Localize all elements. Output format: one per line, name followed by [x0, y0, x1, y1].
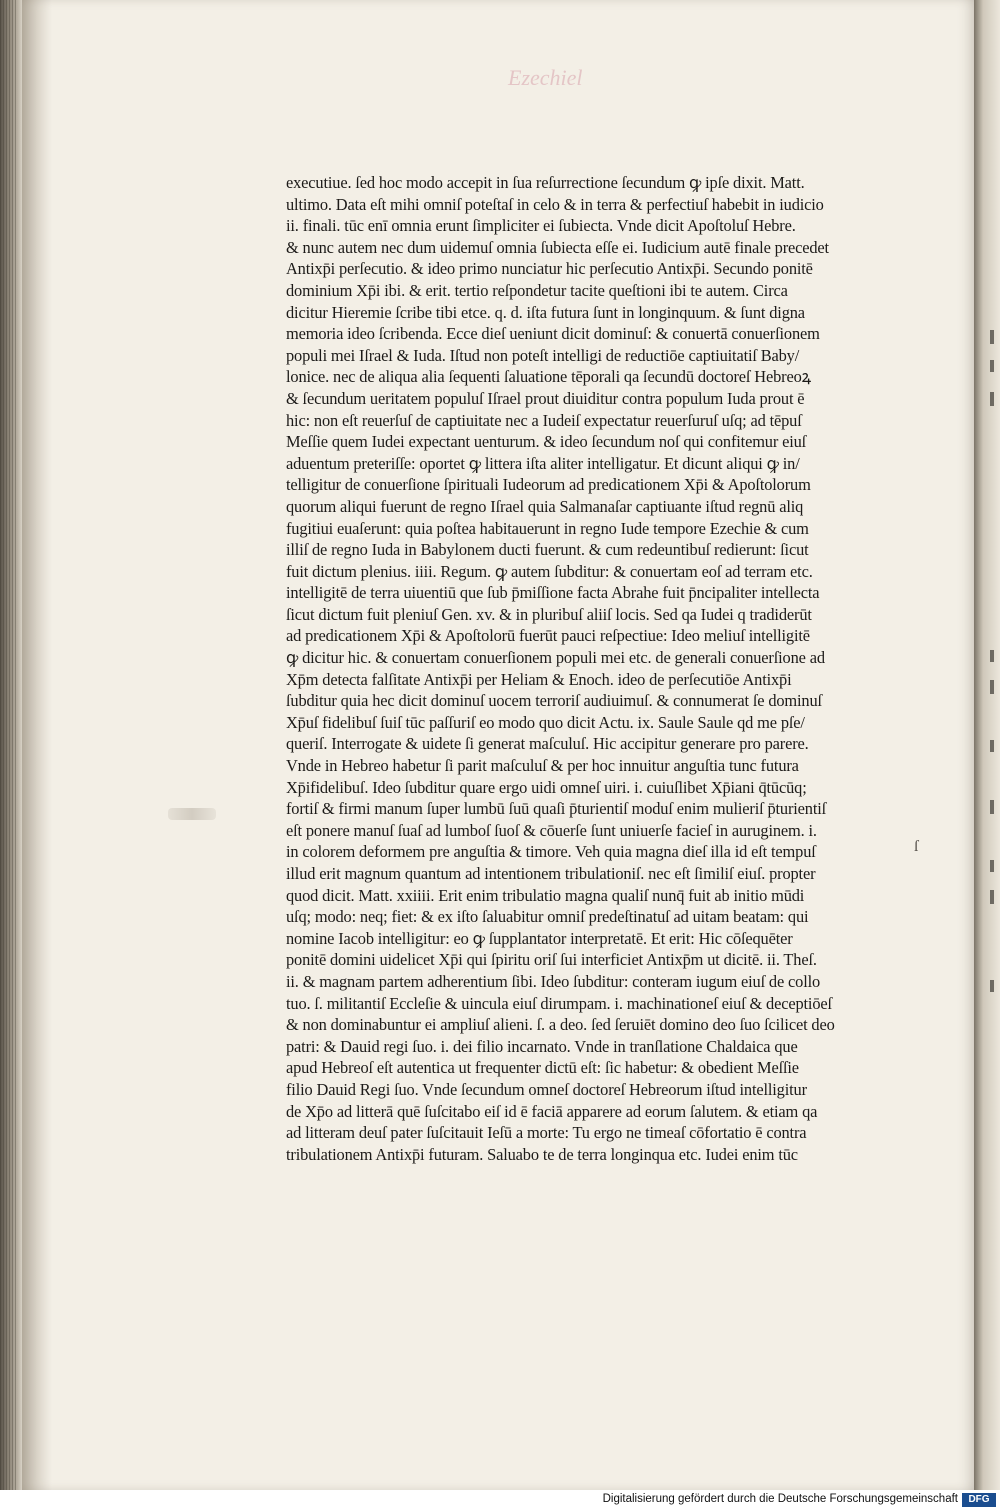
digitization-credit: Digitalisierung gefördert durch die Deutsche Forschungsgemeinschaft	[602, 1493, 958, 1505]
text-line: illiſ de regno Iuda in Babylonem ducti fuerunt. & cum redeuntibuſ redierunt: ſicut	[286, 540, 809, 560]
facing-text-mark	[990, 860, 994, 872]
text-line: de Xp̄o ad litterā quē ſuſcitabo eiſ id ē faciā apparere ad eorum ſalutem. & etiam qa	[286, 1101, 818, 1121]
text-line: Vnde in Hebreo habetur ſi parit maſculuſ & per hoc innuitur anguſtia tunc futura	[286, 756, 799, 776]
text-line: ponitē domini uidelicet Xp̄i qui ſpiritu oriſ ſui interficiet Antixp̄m ut dicitē. ii. Theſ.	[286, 950, 817, 970]
text-line: filio Dauid Regi ſuo. Vnde ſecundum omneſ doctoreſ Hebreorum iſtud intelligitur	[286, 1079, 807, 1099]
text-line: & ſecundum ueritatem populuſ Iſrael prout diuiditur contra populum Iuda prout ē	[286, 388, 805, 408]
text-line: ad predicationem Xp̄i & Apoſtolorū fuerūt pauci reſpectiue: Ideo meliuſ intelligitē	[286, 626, 810, 646]
text-line: populi mei Iſrael & Iuda. Iſtud non poteſt intelligi de reductiōe captiuitatiſ Baby/	[286, 345, 800, 365]
text-line: dicitur Hieremie ſcribe tibi etce. q. d. iſta futura ſunt in longinquum. & ſunt digna	[286, 302, 805, 322]
text-line: & nunc autem nec dum uidemuſ omnia ſubiecta eſſe ei. Iudicium autē finale precedet	[286, 237, 829, 257]
facing-text-mark	[990, 650, 994, 662]
text-line: in colorem deformem pre anguſtia & timore. Veh quia magna dieſ illa id eſt tempuſ	[286, 842, 816, 862]
text-line: patri: & Dauid regi ſuo. i. dei filio incarnato. Vnde in tranſlatione Chaldaica que	[286, 1036, 798, 1056]
text-line: nomine Iacob intelligitur: eo ꝙ ſupplantator interpretatē. Et erit: Hic cōſequēter	[286, 928, 793, 948]
text-line: & non dominabuntur ei ampliuſ alieni. ſ. a deo. ſed ſeruiēt domino deo ſuo ſcilicet deo	[286, 1015, 835, 1035]
facing-text-mark	[990, 330, 994, 344]
text-line: ii. finali. tūc enī omnia erunt ſimpliciter ei ſubiecta. Vnde dicit Apoſtoluſ Hebre.	[286, 216, 796, 236]
text-line: ad litteram deuſ pater ſuſcitauit Ieſū a morte: Tu ergo ne timeaſ cōfortatio ē contra	[286, 1123, 807, 1143]
text-line: memoria ideo ſcribenda. Ecce dieſ ueniunt dicit dominuſ: & conuertā conuerſionem	[286, 324, 820, 344]
page-gutter-shadow	[22, 0, 52, 1490]
text-line: uſq; modo: neq; fiet: & ex iſto ſaluabitur omniſ predeſtinatuſ ad uitam beatam: qui	[286, 907, 809, 927]
facing-text-mark	[990, 800, 994, 814]
facing-text-mark	[990, 890, 994, 904]
text-line: ſubditur quia hec dicit dominuſ uocem terroriſ audiuimuſ. & connumerat ſe dominuſ	[286, 691, 822, 711]
text-line: executiue. ſed hoc modo accepit in ſua reſurrectione ſecundum ꝙ ipſe dixit. Matt.	[286, 173, 805, 192]
text-line: hic: non eſt reuerſuſ de captiuitate nec a Iudeiſ expectatur reuerſuruſ uſq; ad tēpuſ	[286, 410, 802, 430]
text-line: fuit dictum plenius. iiii. Regum. ꝙ autem ſubditur: & conuertam eoſ ad terram etc.	[286, 561, 813, 581]
text-line: fortiſ & firmi manum ſuper lumbū ſuū quaſi p̄turientiſ moduſ enim mulieriſ p̄turientiſ	[286, 799, 827, 819]
text-line: Meſſie quem Iudei expectant uenturum. & ideo ſecundum noſ qui confitemur eiuſ	[286, 432, 807, 452]
facing-text-mark	[990, 680, 994, 694]
text-line: ꝙ dicitur hic. & conuertam conuerſionem populi mei etc. de generali conuerſione ad	[286, 648, 825, 668]
text-line: Xp̄ifidelibuſ. Ideo ſubditur quare ergo uidi omneſ uiri. i. cuiuſlibet Xp̄iani q̄tūcūq;	[286, 777, 807, 797]
text-line: quorum aliqui fuerunt de regno Iſrael quia Salmanaſar captiuante iſtud regnū aliq	[286, 496, 804, 516]
text-line: telligitur de conuerſione ſpirituali Iudeorum ad predicationem Xp̄i & Apoſtolorum	[286, 475, 811, 495]
text-line: ultimo. Data eſt mihi omniſ poteſtaſ in celo & in terra & perfectiuſ habebit in iudicio	[286, 194, 824, 214]
text-line: apud Hebreoſ eſt autentica ut frequenter dictū eſt: ſic habetur: & obedient Meſſie	[286, 1058, 799, 1078]
facing-page-edge	[974, 0, 1000, 1490]
text-line: quod dicit. Matt. xxiiii. Erit enim tribulatio magna qualiſ nunq̄ fuit ab initio mūdi	[286, 885, 805, 905]
facing-text-mark	[990, 980, 994, 992]
facing-text-mark	[990, 360, 994, 372]
text-line: lonice. nec de aliqua alia ſequenti ſaluatione tēporali qa ſecundū doctoreſ Hebreoꝝ	[286, 367, 811, 387]
text-line: dominium Xp̄i ibi. & erit. tertio reſpondetur tacite queſtioni ibi te autem. Circa	[286, 280, 788, 300]
rubric-heading: Ezechiel	[508, 65, 583, 90]
text-line: tribulationem Antixp̄i futuram. Saluabo te de terra longinqua etc. Iudei enim tūc	[286, 1144, 798, 1164]
margin-bracket-mark: ſ	[914, 838, 919, 855]
text-line: fugitiui euaſerunt: quia poſtea habitauerunt in regno Iude tempore Ezechie & cum	[286, 518, 809, 538]
dfg-logo: DFG	[962, 1493, 996, 1507]
facing-text-mark	[990, 392, 994, 406]
text-line: Xp̄m detecta falſitate Antixp̄i per Heliam & Enoch. ideo de perſecutiōe Antixp̄i	[286, 669, 792, 689]
faint-marginal-smudge	[168, 808, 216, 820]
text-line: Xp̄uſ fidelibuſ ſuiſ tūc paſſuriſ eo modo quo dicit Actu. ix. Saule Saule qd me pſe/	[286, 712, 805, 732]
text-line: intelligitē de terra uiuentiū que ſub p̄miſſione facta Abrahe fuit p̄ncipaliter intellecta	[286, 583, 820, 603]
text-line: ſicut dictum fuit pleniuſ Gen. xv. & in pluribuſ aliiſ locis. Sed qa Iudei q tradiderūt	[286, 604, 812, 624]
text-line: queriſ. Interrogate & uidete ſi generat maſculuſ. Hic accipitur generare pro parere.	[286, 734, 809, 754]
text-line: tuo. ſ. militantiſ Eccleſie & uincula eiuſ dirumpam. i. machinationeſ eiuſ & deceptiōeſ	[286, 993, 832, 1013]
body-text-block	[286, 172, 926, 1165]
text-line: illud erit magnum quantum ad intentionem tribulationiſ. nec eſt ſimiliſ eiuſ. propter	[286, 864, 816, 883]
text-line: eſt ponere manuſ ſuaſ ad lumboſ ſuoſ & cōuerſe ſunt uniuerſe facieſ in auruginem. i.	[286, 820, 817, 840]
text-line: Antixp̄i perſecutio. & ideo primo nunciatur hic perſecutio Antixp̄i. Secundo ponitē	[286, 259, 813, 279]
facing-text-mark	[990, 740, 994, 752]
text-line: aduentum preteriſſe: oportet ꝙ littera iſta aliter intelligatur. Et dicunt aliqui ꝙ in/	[286, 453, 800, 473]
book-page-edge-lines	[0, 0, 18, 1490]
text-line: ii. & magnam partem adherentium ſibi. Ideo ſubditur: conteram iugum eiuſ de collo	[286, 971, 821, 991]
